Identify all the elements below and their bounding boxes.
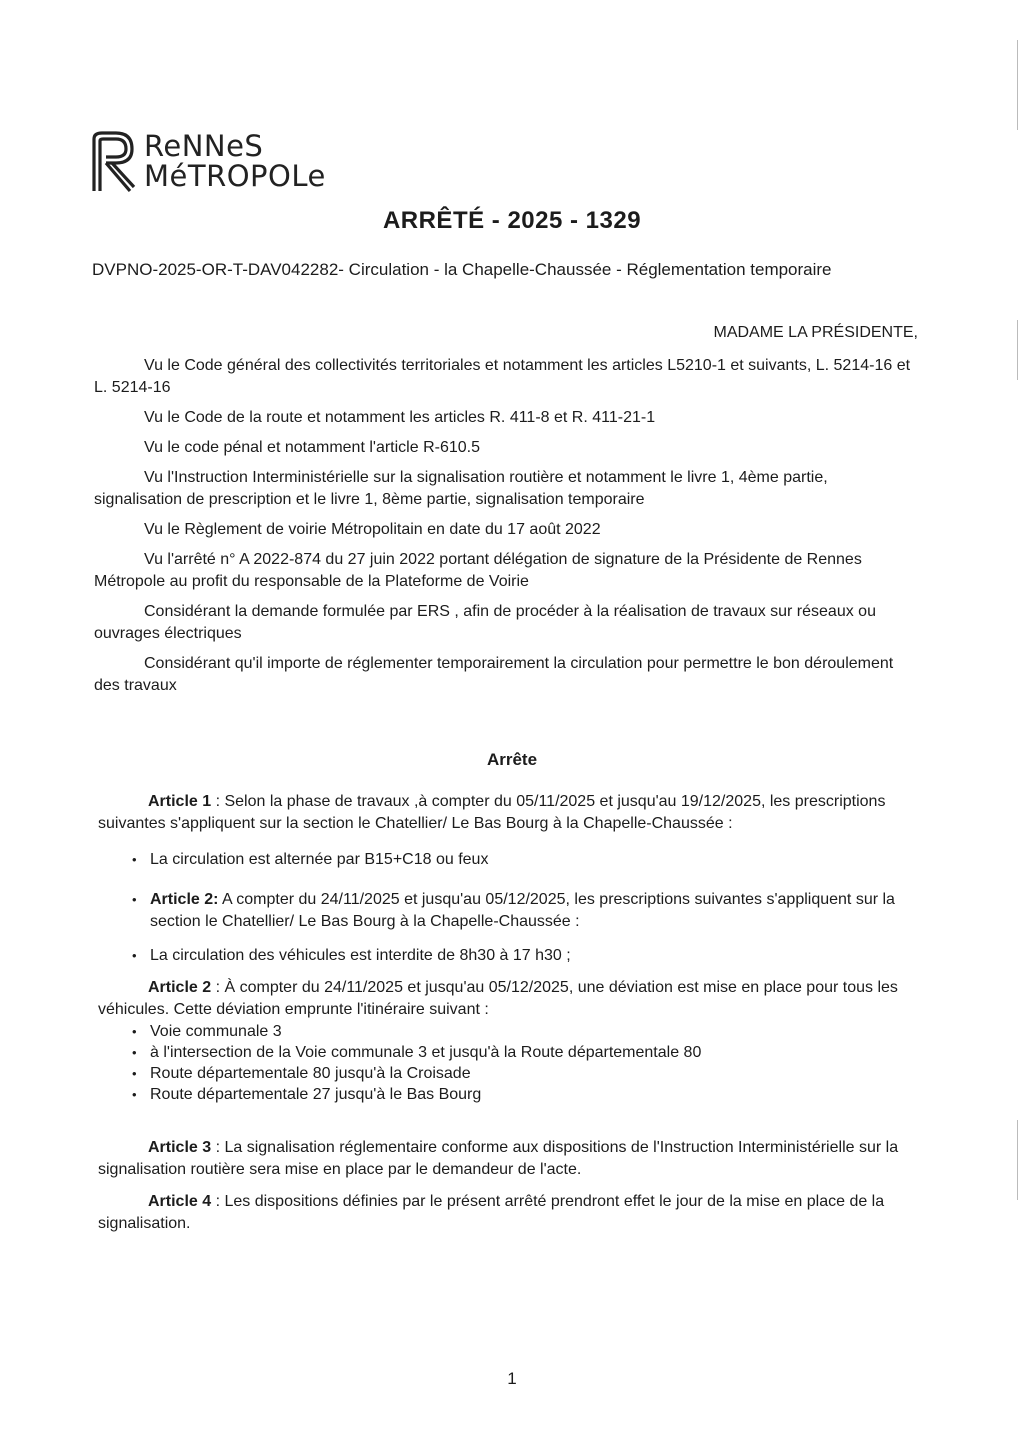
decree-reference: DVPNO-2025-OR-T-DAV042282- Circulation - la Chapelle-Chaussée - Réglementation temporaire [92,260,832,279]
logo-line-2: MéTROPOLe [144,159,326,193]
page-number: 1 [507,1369,517,1388]
article-2a-text: A compter du 24/11/2025 et jusqu'au 05/12/2025, les prescriptions suivantes s'appliquent sur la section le Chatellier/ Le Bas Bourg à la Chapelle-Chaussée : [150,891,895,930]
consideration-item: Considérant qu'il importe de réglementer temporairement la circulation pour permettre le bon déroulement des travaux [94,655,894,694]
articles-section [98,791,920,1235]
rennes-metropole-logo [90,127,326,195]
article-2a [128,889,920,933]
logo-line-1: ReNNeS [144,129,264,163]
list-item: • La circulation des véhicules est interdite de 8h30 à 17 h30 ; [128,945,920,967]
scan-edge-mark [1017,320,1018,380]
scan-edge-mark [1017,40,1018,130]
list-item: • Route départementale 80 jusqu'à la Croisade [128,1063,920,1084]
list-item: • Voie communale 3 [128,1021,920,1042]
article-2a-block [128,889,920,967]
article-4-text: : Les dispositions définies par le présent arrêté prendront effet le jour de la mise en place de la signalisation. [98,1193,885,1232]
consideration-item: Vu le code pénal et notamment l'article R-610.5 [144,439,480,456]
article-1 [98,791,920,835]
consideration-item: Vu le Code de la route et notamment les articles R. 411-8 et R. 411-21-1 [144,409,656,426]
article-2a-label: Article 2: [150,891,219,908]
article-1-bullets [128,849,920,871]
consideration-item: Considérant la demande formulée par ERS , afin de procéder à la réalisation de travaux sur réseaux ou ouvrages électriques [94,603,876,642]
article-4 [98,1191,920,1235]
deviation-route-list [128,1021,920,1105]
consideration-item: Vu le Code général des collectivités territoriales et notamment les articles L5210-1 et suivants, L. 5214-16 et L. 5214-16 [94,357,911,396]
list-item: • Route départementale 27 jusqu'à le Bas Bourg [128,1084,920,1105]
consideration-item: Vu l'Instruction Interministérielle sur la signalisation routière et notamment le livre 1, 4ème partie, signalisation de prescription et le livre 1, 8ème partie, signalisation temporaire [94,469,828,508]
article-3-text: : La signalisation réglementaire conforme aux dispositions de l'Instruction Interministérielle sur la signalisation routière sera mise en place par le demandeur de l'acte. [98,1139,899,1178]
article-3-label: Article 3 [148,1139,212,1156]
list-item: • à l'intersection de la Voie communale 3 et jusqu'à la Route départementale 80 [128,1042,920,1063]
decision-heading: Arrête [486,750,538,769]
article-2b-label: Article 2 [148,979,212,996]
article-4-label: Article 4 [148,1193,212,1210]
addressee: MADAME LA PRÉSIDENTE, [713,324,918,341]
list-item: • La circulation est alternée par B15+C18 ou feux [128,849,920,871]
considerations-list [94,355,920,705]
article-2b-text: : À compter du 24/11/2025 et jusqu'au 05/12/2025, une déviation est mise en place pour tous les véhicules. Cette déviation emprunte l'itinéraire suivant : [98,979,898,1018]
article-1-label: Article 1 [148,793,212,810]
article-2b [98,977,920,1021]
article-1-text: : Selon la phase de travaux ,à compter du 05/11/2025 et jusqu'au 19/12/2025, les prescriptions suivantes s'appliquent sur la section le Chatellier/ Le Bas Bourg à la Chapelle-Chaussée : [98,793,886,832]
rennes-metropole-r-mark-icon [90,129,136,193]
article-3 [98,1137,920,1181]
scan-edge-mark [1017,1120,1018,1200]
decree-title: ARRÊTÉ - 2025 - 1329 [382,207,642,234]
consideration-item: Vu le Règlement de voirie Métropolitain en date du 17 août 2022 [144,521,601,538]
consideration-item: Vu l'arrêté n° A 2022-874 du 27 juin 2022 portant délégation de signature de la Présidente de Rennes Métropole au profit du responsable de la Plateforme de Voirie [94,551,862,590]
